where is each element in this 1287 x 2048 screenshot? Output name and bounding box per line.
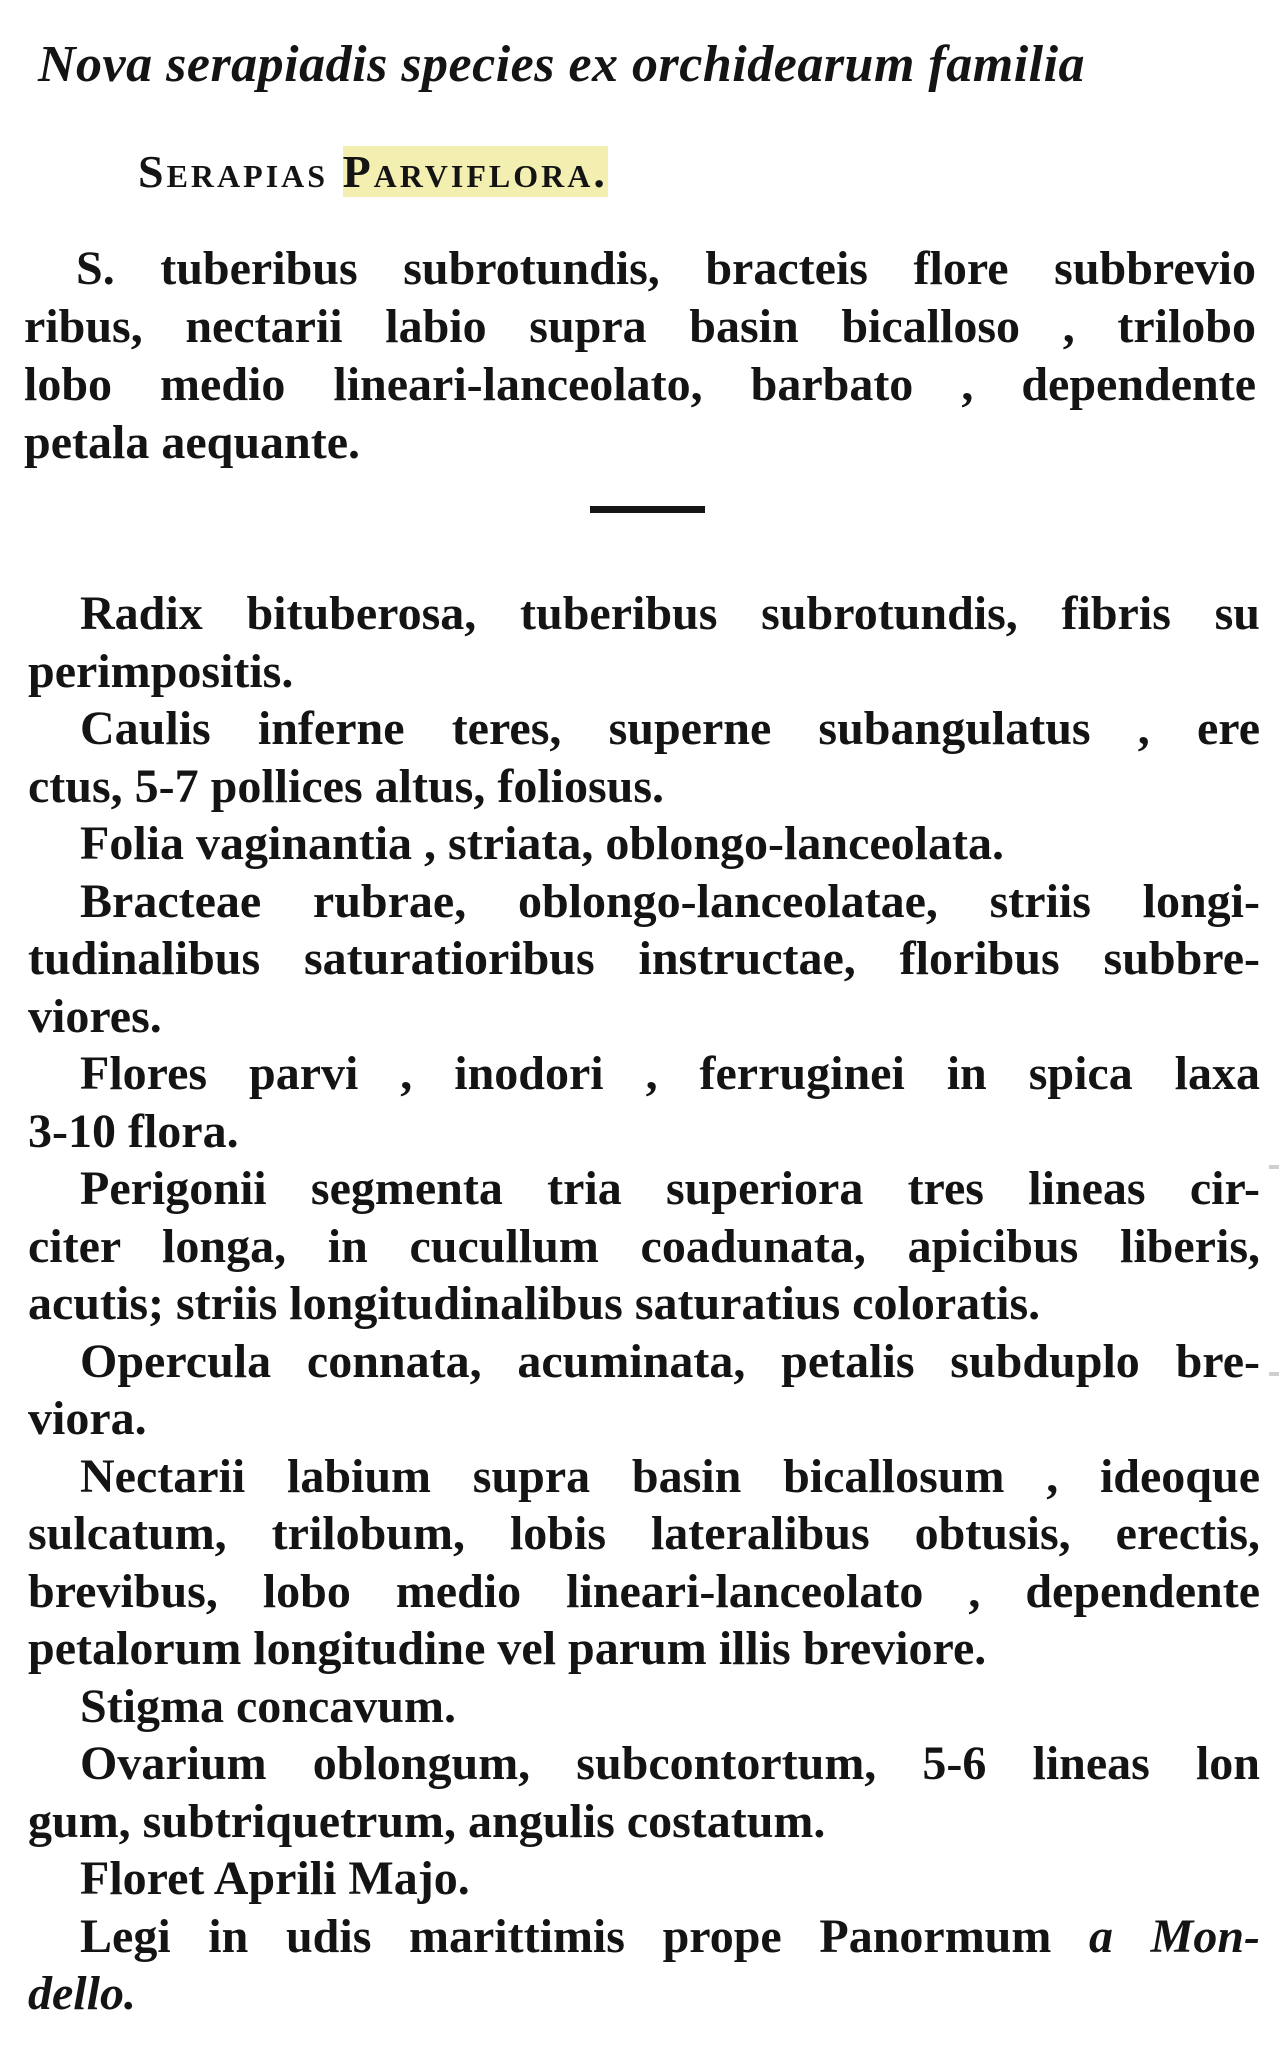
description-line: Caulis inferne teres, superne subangulatus , ere [80, 702, 1260, 755]
margin-smudge [1269, 1372, 1279, 1376]
description-line: Perigonii segmenta tria superiora tres lineas cir- [80, 1162, 1260, 1215]
description-line: acutis; striis longitudinalibus saturatius coloratis. [28, 1277, 1041, 1330]
diagnosis-line: S. tuberibus subrotundis, bracteis flore subbrevio [76, 242, 1256, 295]
description-line: perimpositis. [28, 644, 294, 698]
species-title [138, 142, 608, 202]
description-line-roman: Legi in udis marittimis prope Panormum [80, 1909, 1052, 1963]
page-heading: Nova serapiadis species ex orchidearum familia [38, 36, 1086, 93]
margin-smudge [1269, 1165, 1279, 1169]
description-line: Radix bituberosa, tuberibus subrotundis, fibris su [80, 587, 1260, 640]
description-line: petalorum longitudine vel parum illis breviore. [28, 1622, 987, 1675]
description-line: Bracteae rubrae, oblongo-lanceolatae, striis longi- [80, 874, 1260, 928]
diagnosis-line: lobo medio lineari-lanceolato, barbato , dependente [24, 358, 1256, 411]
description-line: tudinalibus saturatioribus instructae, floribus subbre- [28, 932, 1260, 985]
description-line: viores. [28, 989, 162, 1043]
species-genus: Serapias [138, 146, 329, 197]
description-line: brevibus, lobo medio lineari-lanceolato , dependente [28, 1564, 1260, 1618]
diagnosis-line: ribus, nectarii labio supra basin bicalloso , trilobo [24, 300, 1256, 353]
description-line: Opercula connata, acuminata, petalis subduplo bre- [80, 1334, 1260, 1388]
description-line: dello. [28, 1967, 136, 2020]
description-line [28, 1908, 1260, 1966]
description-line: Stigma concavum. [80, 1679, 456, 1733]
diagnosis-block [24, 240, 1256, 472]
description-line: Nectarii labium supra basin bicallosum , ideoque [80, 1449, 1260, 1503]
description-line: ctus, 5-7 pollices altus, foliosus. [28, 759, 665, 813]
diagnosis-line: petala aequante. [24, 416, 360, 469]
description-line: 3-10 flora. [28, 1104, 239, 1158]
section-divider [590, 506, 705, 513]
description-line: citer longa, in cucullum coadunata, apicibus liberis, [28, 1219, 1260, 1273]
description-line: Ovarium oblongum, subcontortum, 5-6 lineas lon [80, 1737, 1260, 1790]
description-line: Folia vaginantia , striata, oblongo-lanceolata. [80, 817, 1004, 870]
description-line: Flores parvi , inodori , ferruginei in spica laxa [80, 1047, 1260, 1100]
description-line: Floret Aprili Majo. [80, 1852, 470, 1905]
description-line: sulcatum, trilobum, lobis lateralibus obtusis, erectis, [28, 1507, 1260, 1560]
description-line-italic: a Mon- [1089, 1909, 1261, 1963]
description-line: gum, subtriquetrum, angulis costatum. [28, 1794, 826, 1848]
species-epithet: Parviflora. [342, 146, 608, 197]
description-block [28, 585, 1260, 2023]
description-line: viora. [28, 1392, 147, 1445]
